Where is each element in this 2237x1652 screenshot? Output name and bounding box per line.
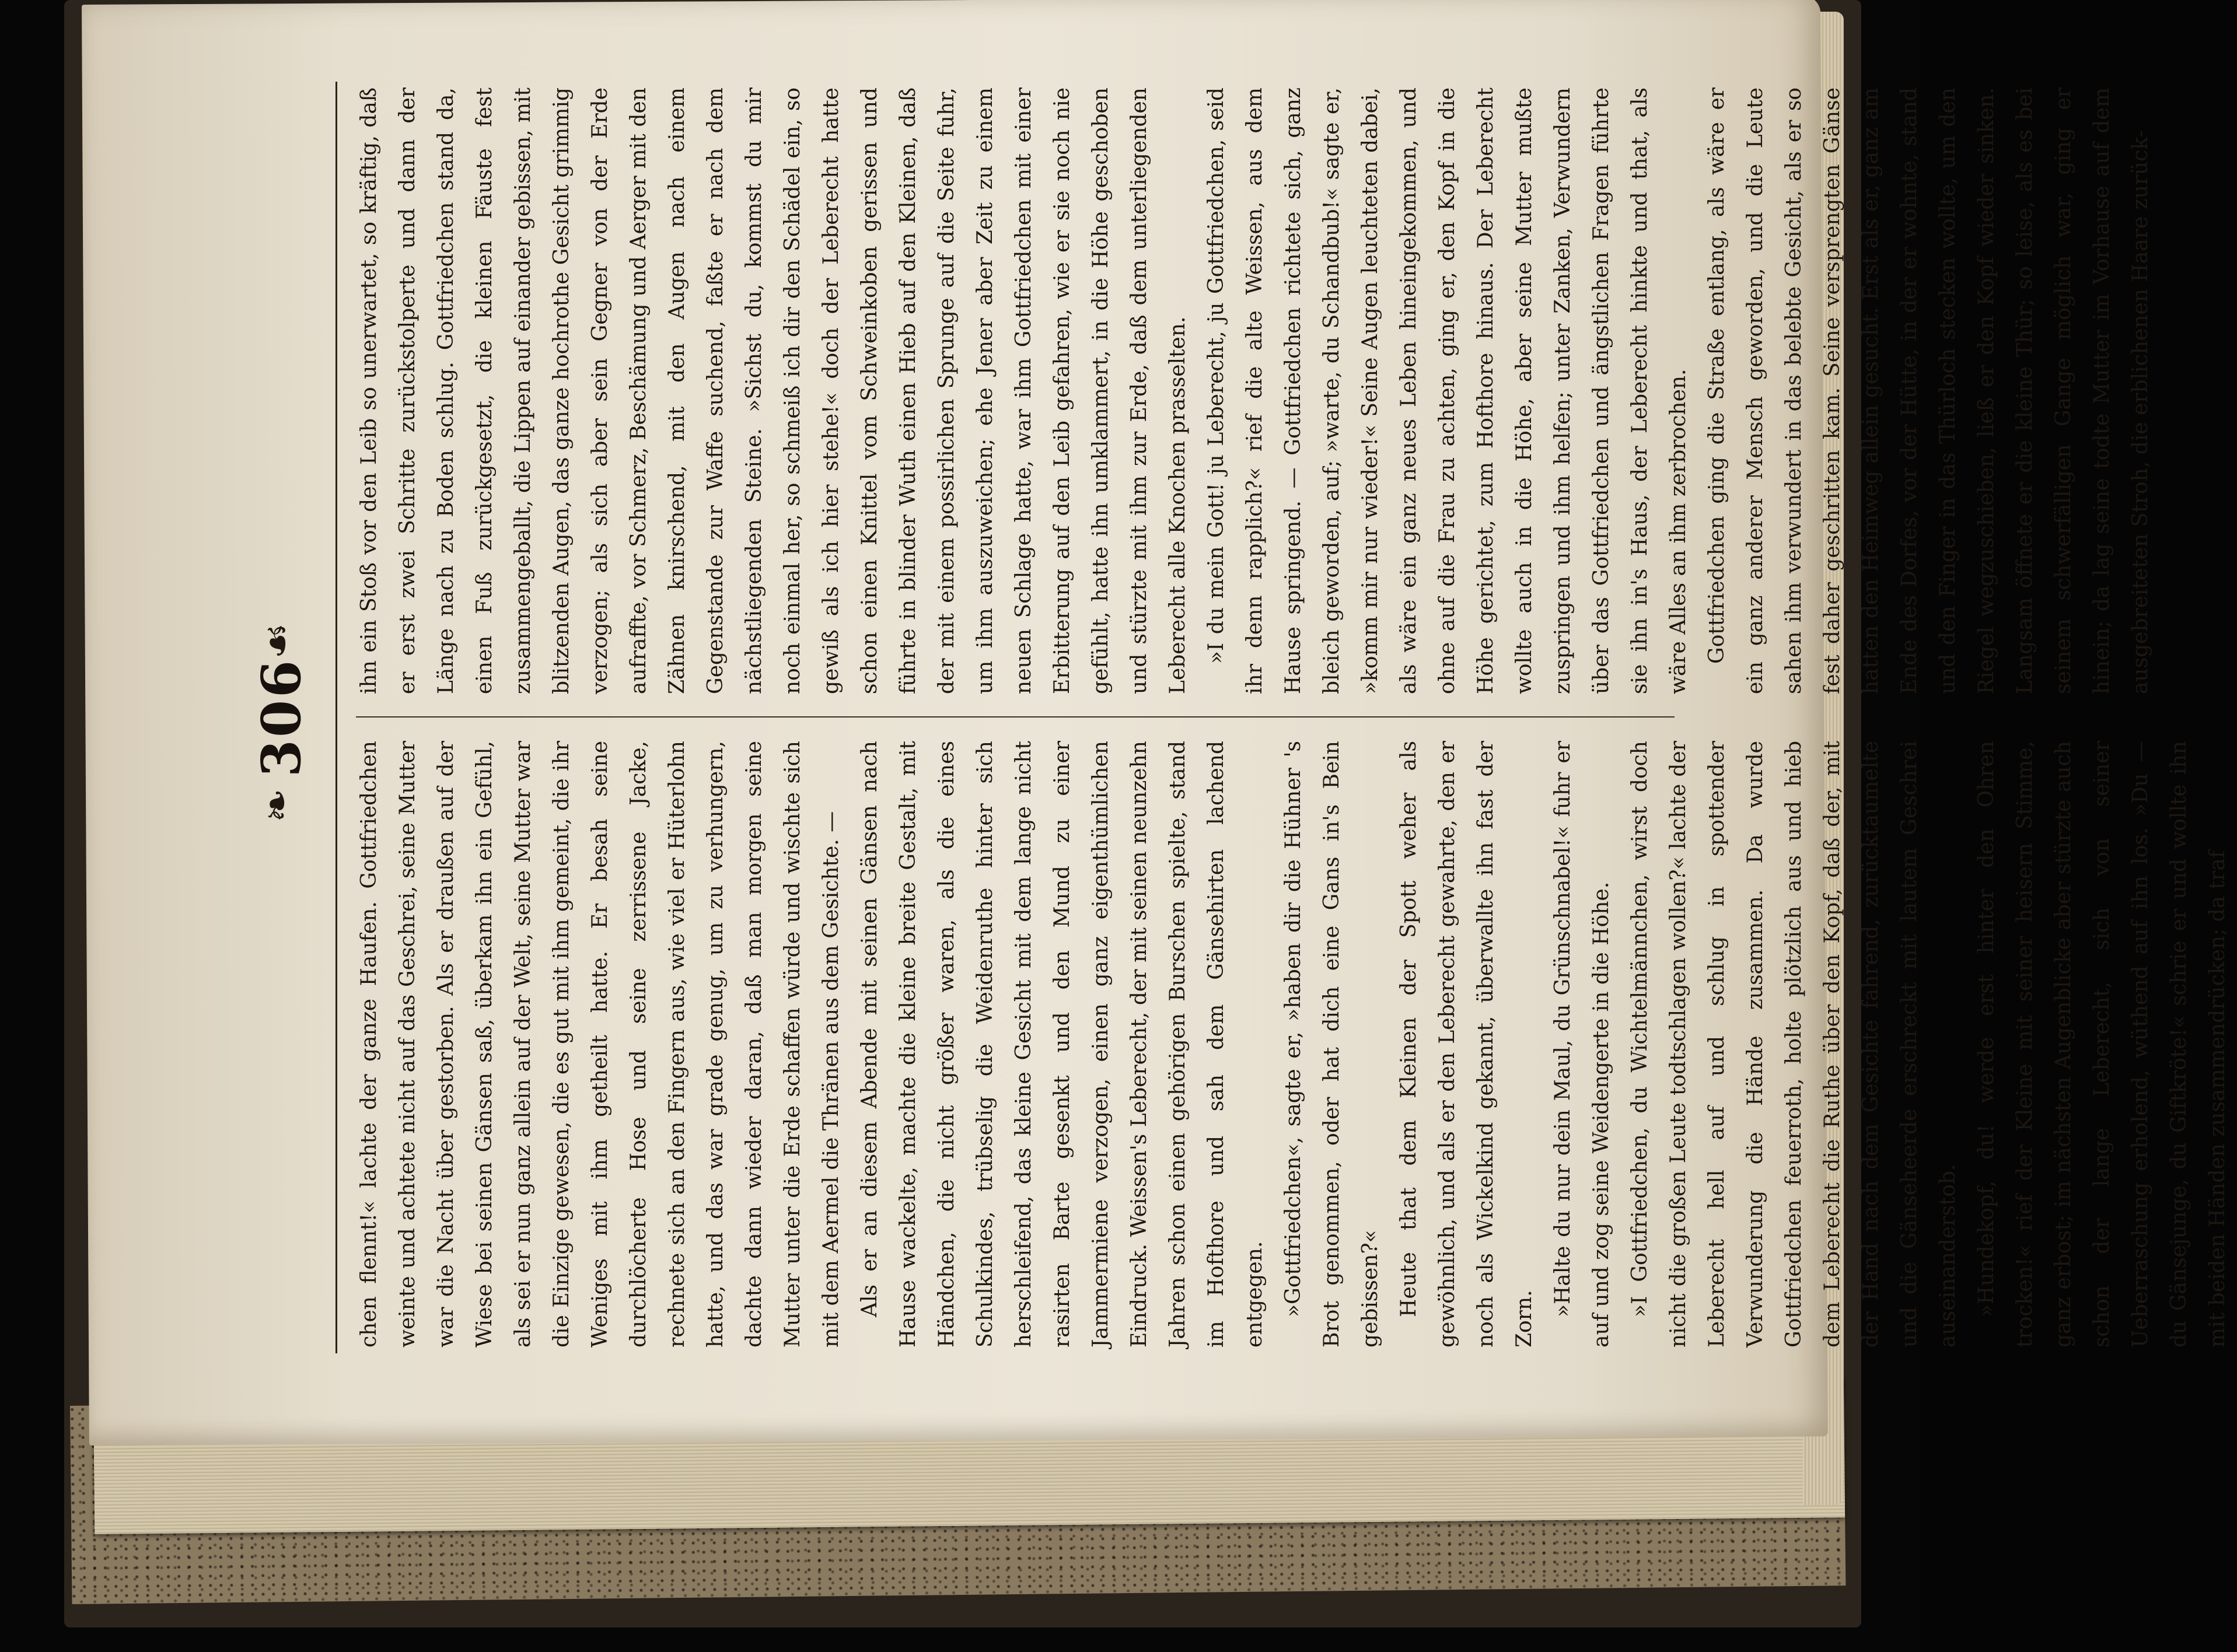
ornament-right-icon: ☙ — [253, 622, 301, 659]
paragraph: Heute that dem Kleinen der Spott weher als gewöhnlich, und als er den Leberecht gewahrte, den er noch als Wickelkind gekannt, überwallte ihn fast der Zorn. — [1397, 741, 1536, 1348]
column-divider — [356, 716, 1675, 718]
page-header — [245, 70, 321, 1365]
paragraph: ihn ein Stoß vor den Leib so unerwartet, so kräftig, daß er erst zwei Schritte zurückstolperte und dann der Länge nach zu Boden schlug. Gottfriedchen stand da, einen Fuß zurückgesetzt, die kleinen Fäuste fest zusammengeballt, die Lippen auf einander gebissen, mit blitzenden Augen, das ganze hochrothe Gesicht grimmig verzogen; als sich aber sein Gegner von der Erde aufraffte, vor Schmerz, Beschämung und Aerger mit den Zähnen knirschend, mit den Augen nach einem Gegenstande zur Waffe suchend, faßte er nach dem nächstliegenden Steine. »Sichst du, kommst du mir noch einmal her, so schmeiß ich dir den Schädel ein, so gewiß als ich hier stehe!« doch der Leberecht hatte schon einen Knittel vom Schweinkoben gerissen und führte in blinder Wuth einen Hieb auf den Kleinen, daß der mit einem possirlichen Sprunge auf die Seite fuhr, um ihm auszuweichen; ehe Jener aber Zeit zu einem neuen Schlage hatte, war ihm Gottfriedchen mit einer Erbitterung auf den Leib gefahren, wie er sie noch nie gefühlt, hatte ihn umklammert, in die Höhe geschoben und stürzte mit ihm zur Erde, daß dem unterliegenden Leberecht alle Knochen prasselten. — [357, 88, 1190, 694]
paragraph: Als er an diesem Abende mit seinen Gänsen nach Hause wackelte, machte die kleine breite Gestalt, mit Händchen, die nicht größer waren, als die eines Schulkindes, trübselig die Weidenruthe hinter sich herschleifend, das kleine Gesicht mit dem lange nicht rasirten Barte gesenkt und den Mund zu einer Jammermiene verzogen, einen ganz eigenthümlichen Eindruck. Weissen's Leberecht, der mit seinen neunzehn Jahren schon einen gehörigen Burschen spielte, stand im Hofthore und sah dem Gänsehirten lachend entgegen. — [858, 741, 1267, 1348]
text-column-left — [350, 741, 2229, 1348]
text-column-right — [350, 88, 2152, 694]
page-number: 306 — [250, 657, 313, 778]
paragraph: »I du mein Gott! ju Leberecht, ju Gottfriedchen, seid ihr denn rapplich?« rief die alte Weissen, aus dem Hause springend. — Gottfriedchen richtete sich, ganz bleich geworden, auf; »warte, du Schandbub!« sagte er, »komm mir nur wieder!« Seine Augen leuchteten dabei, als wäre ein ganz neues Leben hineingekommen, und ohne auf die Frau zu achten, ging er, den Kopf in die Höhe gerichtet, zum Hofthore hinaus. Der Leberecht wollte auch in die Höhe, aber seine Mutter mußte zuspringen und ihm helfen; unter Zanken, Verwundern über das Gottfriedchen und ängstlichen Fragen führte sie ihn in's Haus, der Leberecht hinkte und that, als wäre Alles an ihm zerbrochen. — [1204, 88, 1690, 694]
paragraph: Gottfriedchen ging die Straße entlang, als wäre er ein ganz anderer Mensch geworden, und die Leute sahen ihm verwundert in das belebte Gesicht, als er so fest daher geschritten kam. Seine versprengten Gänse hatten den Heimweg allein gesucht. Erst als er, ganz am Ende des Dorfes, vor der Hütte, in der er wohnte, stand und den Finger in das Thürloch stecken wollte, um den Riegel wegzuschieben, ließ er den Kopf wieder sinken. Langsam öffnete er die kleine Thür; so leise, als es bei seinem schwerfälligen Gange möglich war, ging er hinein; da lag seine todte Mutter im Vorhause auf dem ausgebreiteten Stroh, die erblichenen Haare zurück- — [1705, 88, 2152, 694]
paragraph: »I Gottfriedchen, du Wichtelmännchen, wirst doch nicht die großen Leute todtschlagen wollen?« lachte der Leberecht hell auf und schlug in spottender Verwunderung die Hände zusammen. Da wurde Gottfriedchen feuerroth, holte plötzlich aus und hieb dem Leberecht die Ruthe über den Kopf, daß der, mit der Hand nach dem Gesichte fahrend, zurücktaumelte und die Gänseheerde erschreckt mit lautem Geschrei auseinanderstob. — [1628, 741, 1960, 1348]
paragraph: chen flennt!« lachte der ganze Haufen. Gottfriedchen weinte und achtete nicht auf das Geschrei, seine Mutter war die Nacht über gestorben. Als er draußen auf der Wiese bei seinen Gänsen saß, überkam ihn ein Gefühl, als sei er nun ganz allein auf der Welt, seine Mutter war die Einzige gewesen, die es gut mit ihm gemeint, die ihr Weniges mit ihm getheilt hatte. Er besah seine durchlöcherte Hose und seine zerrissene Jacke, rechnete sich an den Fingern aus, wie viel er Hüterlohn hatte, und das war grade genug, um zu verhungern, dachte dann wieder daran, daß man morgen seine Mutter unter die Erde schaffen würde und wischte sich mit dem Aermel die Thränen aus dem Gesichte. — — [357, 741, 843, 1348]
header-rule — [335, 82, 337, 1353]
page-text-block — [245, 70, 2229, 1365]
paragraph: »Hundekopf, du! werde erst hinter den Ohren trocken!« rief der Kleine mit seiner heisern Stimme, ganz erbost; im nächsten Augenblicke aber stürzte auch schon der lange Leberecht, sich von seiner Ueberraschung erholend, wüthend auf ihn los. »Du — du Gänsejunge, du Giftkröte!« schrie er und wollte ihn mit beiden Händen zusammendrücken; da traf — [1974, 741, 2229, 1348]
paragraph: »Gottfriedchen«, sagte er, »haben dir die Hühner 's Brot genommen, oder hat dich eine Gans in's Bein gebissen?« — [1281, 741, 1382, 1348]
ornament-left-icon: ❧ — [253, 788, 301, 822]
paragraph: »Halte du nur dein Maul, du Grünschnabel!« fuhr er auf und zog seine Weidengerte in die Höhe. — [1551, 741, 1613, 1348]
